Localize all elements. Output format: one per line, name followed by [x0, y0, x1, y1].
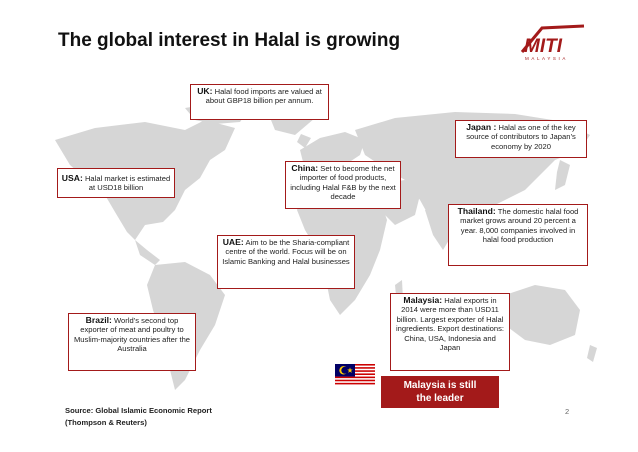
source-line-2: (Thompson & Reuters)	[65, 418, 147, 427]
uk-info-box	[190, 84, 329, 120]
leader-line-2: the leader	[416, 393, 464, 404]
malaysia-label: Malaysia:	[403, 295, 443, 305]
source-note	[65, 405, 212, 429]
usa-label: USA:	[61, 173, 83, 183]
thailand-info-box	[448, 204, 588, 266]
malaysia-text: Halal exports in 2014 were more than USD11 billion. Largest exporter of Halal ingredients. Export destinations: China, USA, Indonesia and Japan	[395, 296, 505, 353]
uae-info-box	[217, 235, 355, 289]
malaysia-flag-icon	[335, 364, 375, 386]
brazil-label: Brazil:	[85, 315, 112, 325]
uae-label: UAE:	[222, 237, 244, 247]
uk-text: Halal food imports are valued at about GBP18 billion per annum.	[205, 87, 322, 106]
source-line-1: Source: Global Islamic Economic Report	[65, 406, 212, 415]
slide-title: The global interest in Halal is growing	[58, 30, 401, 51]
usa-info-box	[57, 168, 175, 198]
china-label: China:	[291, 163, 319, 173]
malaysia-leader-banner	[381, 376, 499, 408]
miti-logo	[514, 22, 590, 64]
brazil-info-box	[68, 313, 196, 371]
japan-info-box	[455, 120, 587, 158]
japan-label: Japan :	[466, 122, 497, 132]
page-number: 2	[565, 407, 570, 416]
uk-label: UK:	[197, 86, 213, 96]
logo-subtext: MALAYSIA	[525, 56, 568, 61]
thailand-label: Thailand:	[457, 206, 496, 216]
usa-text: Halal market is estimated at USD18 billion	[84, 174, 171, 193]
brazil-text: World’s second top exporter of meat and poultry to Muslim-majority countries after the Australia	[73, 316, 191, 354]
japan-text: Halal as one of the key source of contributors to Japan’s economy by 2020	[466, 123, 576, 151]
thailand-text: The domestic halal food market grows around 20 percent a year. 8,000 companies involved in halal food production	[460, 207, 579, 245]
malaysia-info-box	[390, 293, 510, 371]
china-text: Set to become the net importer of food products, including Halal F&B by the next decade	[290, 164, 396, 202]
uae-text: Aim to be the Sharia-compliant centre of the world. Focus will be on Islamic Banking and Halal businesses	[222, 238, 350, 266]
leader-line-1: Malaysia is still	[403, 380, 477, 391]
china-info-box	[285, 161, 401, 209]
logo-text: MITI	[524, 36, 562, 57]
